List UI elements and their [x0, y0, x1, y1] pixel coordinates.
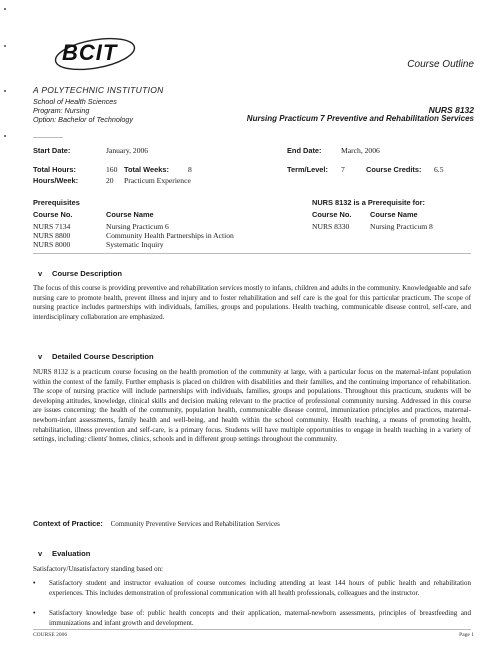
- prereq-course-no: NURS 8000: [33, 240, 71, 249]
- credits-value: 6.5: [434, 165, 444, 174]
- course-code: NURS 8132: [428, 105, 474, 115]
- evaluation-heading: v Evaluation: [38, 549, 91, 558]
- context-label: Context of Practice:: [33, 519, 103, 528]
- hours-week-description: Practicum Experience: [124, 176, 191, 185]
- detailed-description-text: NURS 8132 is a practicum course focusing on the health promotion of the community at large, with a particular focus on the maternal-infant population within the context of the family. Further emphasis is placed on children with disabilities and their families, and the continuing importance of rehabilitation. The scope of nursing practice will include partnerships with individuals, families, groups and populations. Throughout this practicum, students will be developing attitudes, knowledge, clinical skills and decision making relevant to the practice of professional community nursing. Addressed in this course are issues concerning: the health of the community, population health, communicable disease control, immunization principles and practices, maternal-newborn-infant assessments, family health and well-being, and health within the school community. Health teaching, a means of promoting health, rehabilitation, illness prevention and self-care, is a primary focus. Students will have multiple opportunities to engage in health teaching in a variety of settings, including: clients' homes, clinics, schools and in different group settings throughout the community.: [33, 368, 471, 444]
- next-course-name: Nursing Practicum 8: [370, 222, 433, 231]
- hours-week-value: 20: [106, 176, 114, 185]
- start-date-label: Start Date:: [33, 146, 71, 155]
- column-header-course-name: Course Name: [106, 210, 154, 219]
- column-header-course-no: Course No.: [33, 210, 73, 219]
- context-value: Community Preventive Services and Rehabilitation Services: [110, 520, 280, 528]
- term-label: Term/Level:: [287, 165, 328, 174]
- logo-text: BCIT: [62, 40, 118, 65]
- end-date-value: March, 2006: [341, 146, 380, 155]
- scan-mark: [4, 45, 6, 47]
- scan-mark: [4, 135, 6, 137]
- next-course-no: NURS 8330: [312, 222, 350, 231]
- end-date-label: End Date:: [287, 146, 322, 155]
- evaluation-intro: Satisfactory/Unsatisfactory standing based on:: [33, 565, 164, 573]
- hours-week-label: Hours/Week:: [33, 176, 79, 185]
- chevron-down-icon: v: [38, 352, 43, 361]
- course-description-text: The focus of this course is providing preventive and rehabilitation services mostly to infants, children and adults in the community. Knowledgeable and safe nursing care to promote health, prevent illness and injury and to foster rehabilitation and self care is the goal for this particular practicum. The scope of nursing practice includes partnerships with individuals, families, groups and populations. Health teaching, communicable disease control, self-care, and interdisciplinary collaboration are emphasized.: [33, 284, 471, 321]
- chevron-down-icon: v: [38, 549, 43, 558]
- footer-rule: [33, 629, 471, 630]
- school-name: School of Health Sciences: [33, 97, 117, 106]
- option-name: Option: Bachelor of Technology: [33, 115, 134, 124]
- prereq-course-name: Community Health Partnerships in Action: [106, 231, 234, 240]
- page-number: Page 1: [459, 632, 474, 638]
- divider: [33, 137, 63, 138]
- divider: [33, 253, 471, 254]
- prereq-course-no: NURS 7134: [33, 222, 71, 231]
- scan-mark: [4, 90, 6, 92]
- prereq-course-name: Nursing Practicum 6: [106, 222, 169, 231]
- institution-tagline: A POLYTECHNIC INSTITUTION: [33, 85, 164, 95]
- total-hours-value: 160: [106, 165, 118, 174]
- footer-left: COURSE 2006: [33, 632, 68, 638]
- bullet-icon: •: [33, 609, 36, 617]
- column-header-course-name: Course Name: [370, 210, 418, 219]
- credits-label: Course Credits:: [366, 165, 422, 174]
- term-value: 7: [341, 165, 345, 174]
- bullet-icon: •: [33, 579, 36, 587]
- prerequisites-heading: Prerequisites: [33, 198, 80, 207]
- column-header-course-no: Course No.: [312, 210, 352, 219]
- bullet-text: Satisfactory student and instructor evaluation of course outcomes including attending at least 144 hours of public health and rehabilitation experiences. This includes demonstration of professional communication with all health professionals, colleagues and the instructor.: [49, 579, 471, 597]
- program-name: Program: Nursing: [33, 106, 90, 115]
- prereq-course-no: NURS 8800: [33, 231, 71, 240]
- bullet-text: Satisfactory knowledge base of: public health concepts and their application, maternal-newborn assessments, principles of breastfeeding and immunizations and infant growth and development.: [49, 609, 471, 627]
- chevron-down-icon: v: [38, 269, 43, 278]
- scan-mark: [4, 8, 6, 10]
- context-of-practice: [33, 519, 280, 528]
- total-hours-label: Total Hours:: [33, 165, 76, 174]
- prereq-course-name: Systematic Inquiry: [106, 240, 164, 249]
- list-item: [33, 579, 473, 609]
- total-weeks-value: 8: [188, 165, 192, 174]
- start-date-value: January, 2006: [106, 146, 149, 155]
- list-item: [33, 609, 473, 629]
- total-weeks-label: Total Weeks:: [124, 165, 169, 174]
- prerequisite-for-heading: NURS 8132 is a Prerequisite for:: [312, 198, 425, 207]
- course-description-heading: v Course Description: [38, 269, 123, 278]
- detailed-description-heading: v Detailed Course Description: [38, 352, 154, 361]
- document-type: Course Outline: [407, 59, 474, 70]
- course-title: Nursing Practicum 7 Preventive and Rehabilitation Services: [246, 114, 474, 123]
